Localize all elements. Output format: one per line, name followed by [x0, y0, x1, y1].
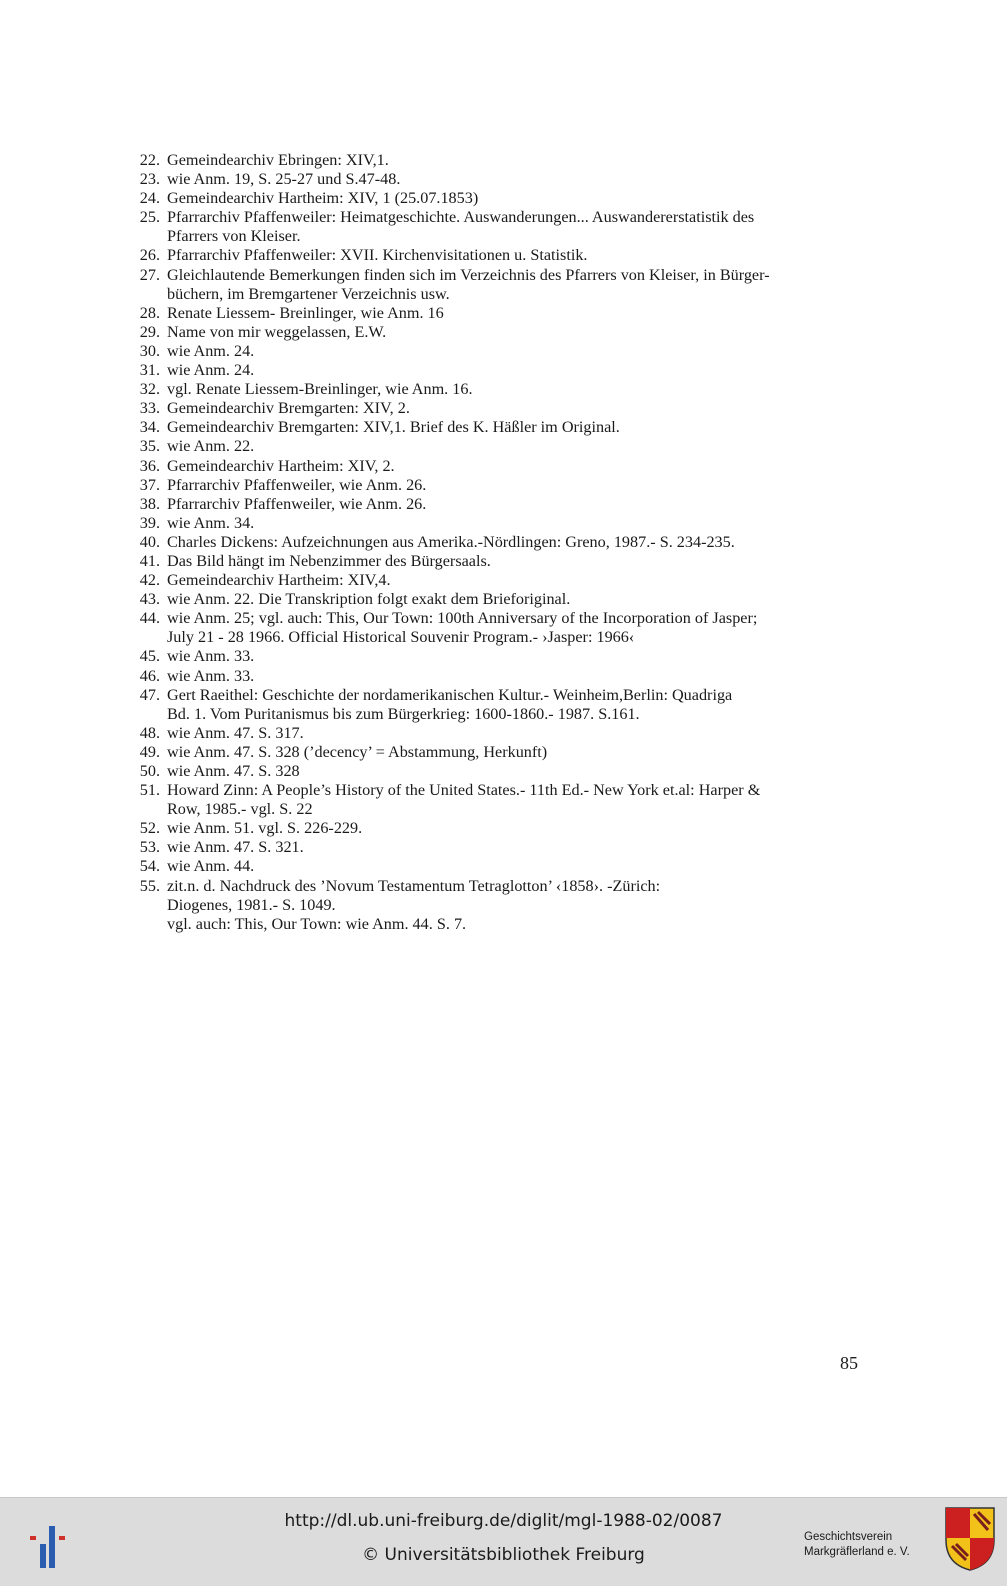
endnote-item: [120, 514, 880, 533]
endnote-number: 48.: [139, 723, 160, 742]
endnote-item: [120, 361, 880, 380]
endnote-number: 51.: [139, 781, 160, 800]
endnote-line: Gemeindearchiv Hartheim: XIV,4.: [167, 571, 391, 590]
endnote-item: [120, 533, 880, 552]
endnote-number: 46.: [139, 666, 160, 685]
endnote-line: wie Anm. 25; vgl. auch: This, Our Town: 100th Anniversary of the Incorporation of Jasper;: [167, 609, 758, 628]
endnote-text: [167, 266, 880, 304]
endnote-number: 23.: [139, 170, 160, 189]
endnote-text: [167, 686, 880, 724]
endnote-item: [120, 418, 880, 437]
endnote-text: [167, 208, 880, 246]
endnote-item: [120, 743, 880, 762]
endnote-item: [120, 170, 880, 189]
endnote-line: Gert Raeithel: Geschichte der nordamerikanischen Kultur.- Weinheim,Berlin: Quadriga: [167, 685, 733, 704]
endnote-text: [167, 437, 880, 456]
endnote-item: [120, 667, 880, 686]
endnote-text: [167, 781, 880, 819]
endnote-number: 30.: [139, 341, 160, 360]
endnote-number: 41.: [139, 551, 160, 570]
endnote-line: wie Anm. 34.: [167, 513, 255, 532]
endnote-line: wie Anm. 47. S. 317.: [167, 723, 304, 742]
endnote-number: 26.: [139, 246, 160, 265]
endnote-text: [167, 590, 880, 609]
endnote-line: wie Anm. 19, S. 25-27 und S.47-48.: [167, 170, 401, 189]
endnote-number: 50.: [139, 762, 160, 780]
endnote-text: [167, 151, 880, 170]
endnote-line: wie Anm. 22. Die Transkription folgt exakt dem Brieforiginal.: [167, 590, 571, 609]
endnote-item: [120, 304, 880, 323]
endnote-item: [120, 495, 880, 514]
endnote-number: 49.: [139, 742, 160, 761]
endnote-line: Row, 1985.- vgl. S. 22: [167, 800, 313, 819]
endnote-text: [167, 647, 880, 666]
endnote-item: [120, 189, 880, 208]
endnote-item: [120, 590, 880, 609]
endnote-line: Gemeindearchiv Hartheim: XIV, 1 (25.07.1853): [167, 189, 479, 208]
endnote-line: Bd. 1. Vom Puritanismus bis zum Bürgerkrieg: 1600-1860.- 1987. S.161.: [167, 704, 640, 723]
endnote-text: [167, 170, 880, 189]
endnote-line: Pfarrers von Kleiser.: [167, 227, 301, 246]
endnote-line: Pfarrarchiv Pfaffenweiler, wie Anm. 26.: [167, 494, 427, 513]
endnote-item: [120, 819, 880, 838]
endnote-line: Renate Liessem- Breinlinger, wie Anm. 16: [167, 303, 444, 322]
endnote-text: [167, 361, 880, 380]
endnote-item: [120, 838, 880, 857]
endnotes-list: [120, 151, 880, 934]
footer-url-link[interactable]: http://dl.ub.uni-freiburg.de/diglit/mgl-1988-02/0087: [284, 1511, 723, 1531]
endnote-item: [120, 647, 880, 666]
endnote-item: [120, 323, 880, 342]
endnote-number: 52.: [139, 819, 160, 838]
endnote-text: [167, 533, 880, 552]
endnote-line: Gemeindearchiv Bremgarten: XIV,1. Brief des K. Häßler im Original.: [167, 418, 620, 437]
endnote-text: [167, 762, 880, 781]
endnote-line: Das Bild hängt im Nebenzimmer des Bürgersaals.: [167, 551, 491, 570]
endnote-number: 43.: [139, 590, 160, 609]
endnote-number: 39.: [139, 513, 160, 532]
endnote-line: Gleichlautende Bemerkungen finden sich im Verzeichnis des Pfarrers von Kleiser, in Bürger-: [167, 265, 770, 284]
society-name: [804, 1530, 910, 1560]
page-number: 85: [840, 1353, 858, 1373]
endnote-line: Gemeindearchiv Hartheim: XIV, 2.: [167, 456, 395, 475]
endnote-text: [167, 667, 880, 686]
endnote-line: wie Anm. 47. S. 321.: [167, 838, 304, 857]
endnote-line: zit.n. d. Nachdruck des ’Novum Testamentum Tetraglotton’ ‹1858›. -Zürich:: [167, 876, 661, 895]
endnote-item: [120, 877, 880, 934]
endnote-text: [167, 457, 880, 476]
endnote-number: 28.: [139, 303, 160, 322]
society-line-2: Markgräflerland e. V.: [804, 1546, 910, 1558]
endnote-text: [167, 571, 880, 590]
endnote-text: [167, 399, 880, 418]
endnote-text: [167, 514, 880, 533]
endnote-line: Name von mir weggelassen, E.W.: [167, 322, 387, 341]
endnote-number: 38.: [139, 494, 160, 513]
endnote-line: wie Anm. 47. S. 328 (’decency’ = Abstammung, Herkunft): [167, 742, 548, 761]
endnote-item: [120, 857, 880, 876]
endnote-text: [167, 304, 880, 323]
endnote-number: 35.: [139, 437, 160, 456]
endnote-number: 40.: [139, 532, 160, 551]
endnote-line: Pfarrarchiv Pfaffenweiler: Heimatgeschichte. Auswanderungen... Auswandererstatistik des: [167, 208, 755, 227]
endnote-item: [120, 552, 880, 571]
endnote-text: [167, 552, 880, 571]
footer-bar: [0, 1497, 1007, 1586]
endnote-line: wie Anm. 22.: [167, 437, 255, 456]
endnote-number: 36.: [139, 456, 160, 475]
endnote-line: Howard Zinn: A People’s History of the United States.- 11th Ed.- New York et.al: Harper &: [167, 781, 761, 800]
endnote-line: Gemeindearchiv Ebringen: XIV,1.: [167, 151, 389, 169]
endnote-number: 32.: [139, 380, 160, 399]
endnote-item: [120, 476, 880, 495]
endnote-line: Gemeindearchiv Bremgarten: XIV, 2.: [167, 399, 410, 418]
endnote-number: 33.: [139, 399, 160, 418]
endnote-item: [120, 266, 880, 304]
endnote-item: [120, 762, 880, 781]
endnote-line: wie Anm. 47. S. 328: [167, 762, 300, 780]
endnote-item: [120, 208, 880, 246]
endnote-text: [167, 743, 880, 762]
endnote-number: 24.: [139, 189, 160, 208]
endnote-item: [120, 151, 880, 170]
endnote-line: vgl. Renate Liessem-Breinlinger, wie Anm. 16.: [167, 380, 473, 399]
endnote-item: [120, 571, 880, 590]
endnote-number: 29.: [139, 322, 160, 341]
endnote-item: [120, 686, 880, 724]
endnote-item: [120, 246, 880, 265]
endnote-number: 44.: [139, 609, 160, 628]
endnote-line: wie Anm. 24.: [167, 341, 255, 360]
endnote-text: [167, 819, 880, 838]
endnote-line: Diogenes, 1981.- S. 1049.: [167, 895, 336, 914]
endnote-number: 53.: [139, 838, 160, 857]
endnote-item: [120, 457, 880, 476]
endnote-text: [167, 476, 880, 495]
endnote-line: July 21 - 28 1966. Official Historical Souvenir Program.- ›Jasper: 1966‹: [167, 628, 635, 647]
endnote-item: [120, 609, 880, 647]
endnote-number: 55.: [139, 876, 160, 895]
endnote-line: Pfarrarchiv Pfaffenweiler, wie Anm. 26.: [167, 475, 427, 494]
endnote-line: wie Anm. 24.: [167, 361, 255, 380]
endnote-text: [167, 838, 880, 857]
endnote-number: 42.: [139, 571, 160, 590]
endnote-text: [167, 380, 880, 399]
endnote-text: [167, 877, 880, 934]
endnote-number: 22.: [139, 151, 160, 169]
footer-copyright: © Universitätsbibliothek Freiburg: [362, 1545, 645, 1565]
endnote-number: 54.: [139, 857, 160, 876]
endnote-item: [120, 781, 880, 819]
endnote-item: [120, 437, 880, 456]
endnote-line: wie Anm. 33.: [167, 647, 255, 666]
endnote-line: Pfarrarchiv Pfaffenweiler: XVII. Kirchenvisitationen u. Statistik.: [167, 246, 588, 265]
endnote-text: [167, 495, 880, 514]
endnote-text: [167, 189, 880, 208]
endnote-text: [167, 857, 880, 876]
endnote-text: [167, 609, 880, 647]
endnote-text: [167, 418, 880, 437]
endnote-item: [120, 380, 880, 399]
endnote-number: 31.: [139, 361, 160, 380]
endnote-line: vgl. auch: This, Our Town: wie Anm. 44. S. 7.: [167, 914, 467, 933]
endnote-number: 25.: [139, 208, 160, 227]
endnote-text: [167, 342, 880, 361]
endnote-text: [167, 323, 880, 342]
endnote-line: büchern, im Bremgartener Verzeichnis usw.: [167, 284, 450, 303]
endnote-line: wie Anm. 33.: [167, 666, 255, 685]
endnote-number: 34.: [139, 418, 160, 437]
coat-of-arms-icon: [944, 1506, 996, 1572]
endnote-number: 27.: [139, 265, 160, 284]
endnote-number: 37.: [139, 475, 160, 494]
endnote-text: [167, 246, 880, 265]
endnote-item: [120, 399, 880, 418]
endnote-item: [120, 724, 880, 743]
endnote-item: [120, 342, 880, 361]
endnote-text: [167, 724, 880, 743]
endnote-number: 45.: [139, 647, 160, 666]
society-line-1: Geschichtsverein: [804, 1531, 893, 1543]
endnote-line: Charles Dickens: Aufzeichnungen aus Amerika.-Nördlingen: Greno, 1987.- S. 234-235.: [167, 532, 735, 551]
endnote-line: wie Anm. 44.: [167, 857, 255, 876]
endnote-line: wie Anm. 51. vgl. S. 226-229.: [167, 819, 363, 838]
endnote-number: 47.: [139, 685, 160, 704]
